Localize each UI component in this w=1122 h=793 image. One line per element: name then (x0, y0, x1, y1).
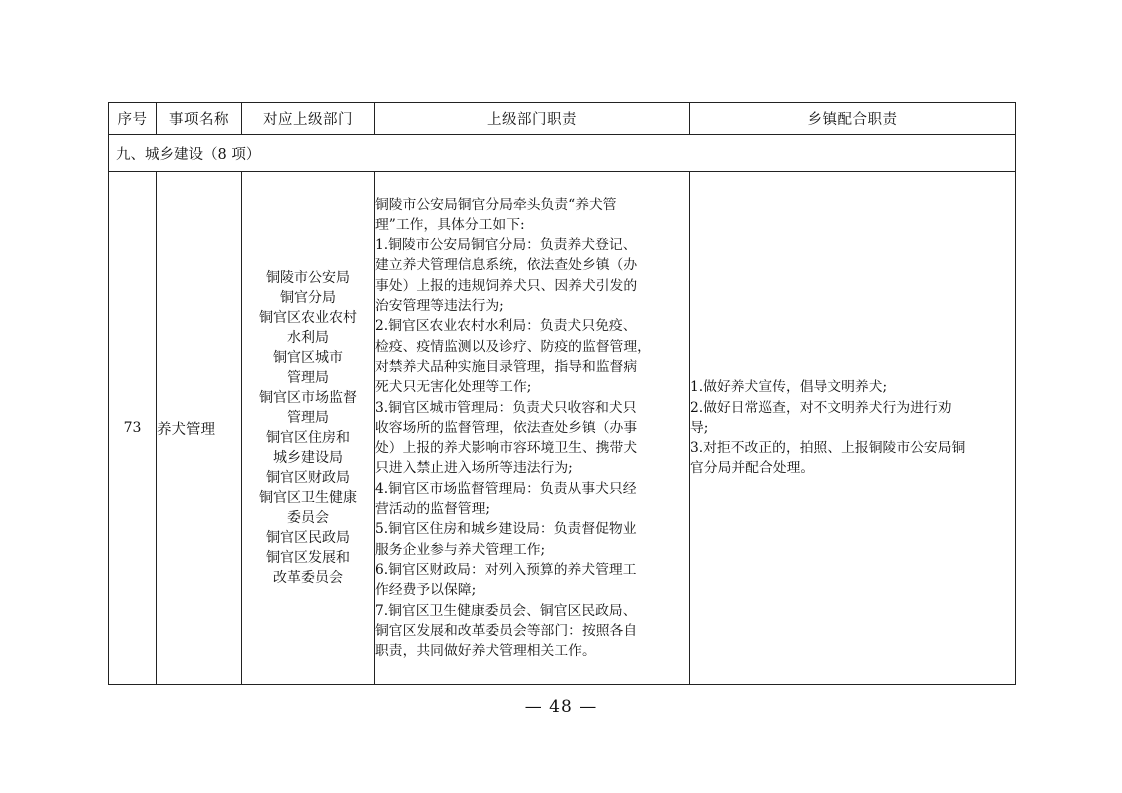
department-name: 铜官区民政局 (266, 530, 350, 546)
duty-line: 职责，共同做好养犬管理相关工作。 (375, 643, 596, 660)
department-name: 管理局 (287, 370, 329, 386)
header-seq: 序号 (109, 103, 157, 135)
row-seq: 73 (109, 172, 157, 685)
duty-line: 对禁养犬品种实施目录管理，指导和监督病 (375, 358, 638, 375)
duty-line: 服务企业参与养犬管理工作; (375, 541, 546, 558)
duty-line: 铜官区发展和改革委员会等部门：按照各自 (375, 622, 638, 639)
department-name: 铜官区住房和 (266, 430, 350, 446)
town-duty-text (690, 377, 1015, 478)
section-title: 九、城乡建设（8 项） (109, 135, 1016, 172)
table-row (109, 172, 1016, 685)
duty-line: 检疫、疫情监测以及诊疗、防疫的监督管理， (375, 338, 651, 355)
department-name: 铜官区城市 (273, 350, 343, 366)
table-header-row (109, 103, 1016, 135)
duty-line: 理”工作，具体分工如下: (375, 216, 525, 233)
duty-line: 治安管理等违法行为; (375, 298, 504, 315)
header-town: 乡镇配合职责 (690, 103, 1016, 135)
duty-line: 收容场所的监督管理，依法查处乡镇（办事 (375, 419, 638, 436)
duty-line: 4.铜官区市场监督管理局：负责从事犬只经 (375, 480, 637, 497)
town-duty-line: 官分局并配合处理。 (690, 460, 815, 477)
town-duty-line: 3.对拒不改正的，拍照、上报铜陵市公安局铜 (690, 440, 966, 457)
department-name: 铜官区卫生健康 (259, 490, 357, 506)
header-dept: 对应上级部门 (242, 103, 375, 135)
town-duty-line: 导; (690, 419, 709, 436)
department-name: 改革委员会 (273, 570, 343, 586)
duty-line: 死犬只无害化处理等工作; (375, 379, 532, 396)
department-name: 铜官区农业农村 (259, 310, 357, 326)
department-name: 铜官区市场监督 (259, 390, 357, 406)
duty-line: 6.铜官区财政局：对列入预算的养犬管理工 (375, 561, 637, 578)
duty-line: 营活动的监督管理; (375, 501, 491, 518)
duty-line: 1.铜陵市公安局铜官分局：负责养犬登记、 (375, 237, 637, 254)
town-duty-line: 1.做好养犬宣传，倡导文明养犬; (690, 379, 888, 396)
department-name: 铜官区财政局 (266, 470, 350, 486)
department-name: 铜官分局 (280, 290, 336, 306)
duty-line: 2.铜官区农业农村水利局：负责犬只免疫、 (375, 318, 637, 335)
duty-line: 只进入禁止进入场所等违法行为; (375, 460, 573, 477)
duty-line: 处）上报的养犬影响市容环境卫生、携带犬 (375, 440, 638, 457)
duty-line: 3.铜官区城市管理局：负责犬只收容和犬只 (375, 399, 637, 416)
header-duty: 上级部门职责 (375, 103, 690, 135)
town-duty-line: 2.做好日常巡查，对不文明养犬行为进行劝 (690, 399, 952, 416)
department-name: 委员会 (287, 510, 329, 526)
row-town-duties (690, 172, 1016, 685)
department-name: 城乡建设局 (273, 450, 343, 466)
row-departments (242, 172, 375, 685)
header-name: 事项名称 (157, 103, 242, 135)
department-name: 管理局 (287, 410, 329, 426)
responsibility-table (108, 102, 1016, 685)
duty-line: 7.铜官区卫生健康委员会、铜官区民政局、 (375, 602, 637, 619)
department-name: 铜陵市公安局 (266, 270, 350, 286)
page-number: — 48 — (524, 697, 598, 717)
superior-duty-text (375, 195, 689, 662)
row-item-name: 养犬管理 (157, 172, 242, 685)
duty-line: 作经费予以保障; (375, 582, 477, 599)
department-list (242, 268, 374, 588)
section-row (109, 135, 1016, 172)
duty-line: 铜陵市公安局铜官分局牵头负责“养犬管 (375, 196, 617, 213)
department-name: 水利局 (287, 330, 329, 346)
department-name: 铜官区发展和 (266, 550, 350, 566)
duty-line: 5.铜官区住房和城乡建设局：负责督促物业 (375, 521, 637, 538)
duty-line: 建立养犬管理信息系统，依法查处乡镇（办 (375, 257, 638, 274)
duty-line: 事处）上报的违规饲养犬只、因养犬引发的 (375, 277, 638, 294)
row-superior-duties (375, 172, 690, 685)
